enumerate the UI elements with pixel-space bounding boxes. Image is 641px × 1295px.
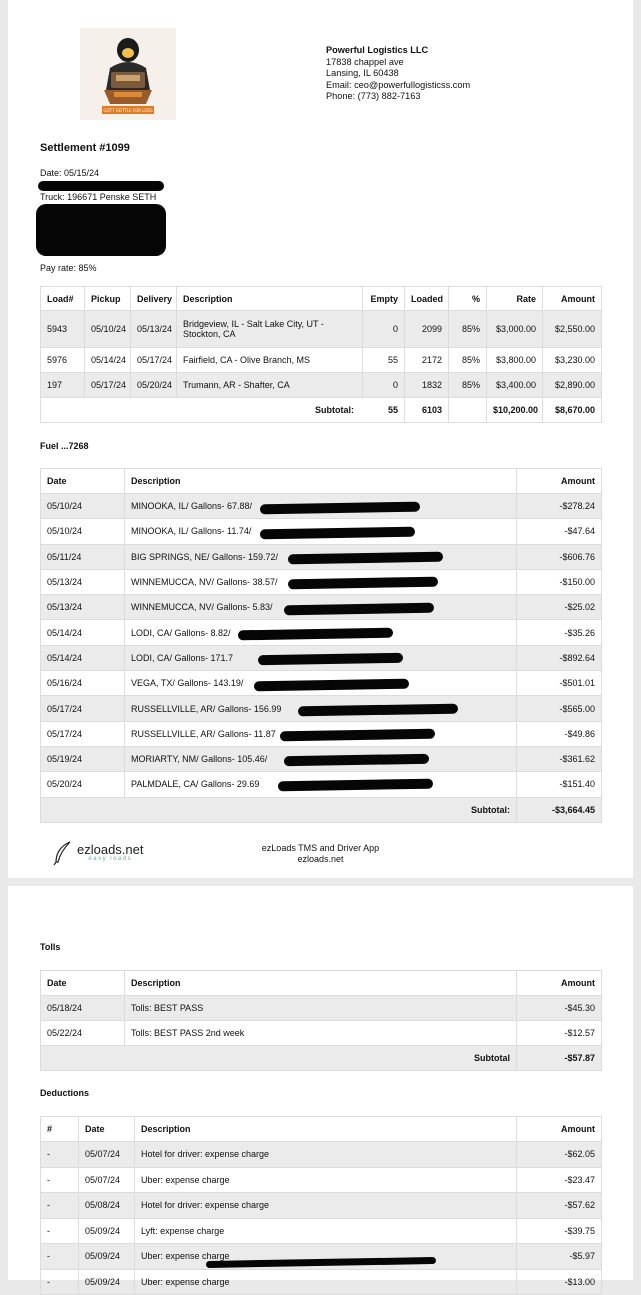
company-email: Email: ceo@powerfullogisticss.com	[326, 79, 471, 90]
deduction-amount: -$39.75	[517, 1218, 602, 1244]
col-amount: Amount	[543, 287, 602, 311]
table-row	[41, 1142, 602, 1168]
deduction-date: 05/07/24	[79, 1167, 135, 1193]
subtotal-loaded: 6103	[405, 398, 449, 423]
toll-date: 05/18/24	[41, 996, 125, 1021]
fuel-amount: -$150.00	[517, 569, 602, 594]
company-phone: Phone: (773) 882-7163	[326, 91, 421, 102]
deduction-number: -	[41, 1142, 79, 1168]
ezloads-brand: ezloads.net	[77, 842, 144, 857]
fuel-description: VEGA, TX/ Gallons- 143.19/	[125, 671, 517, 696]
col-pickup: Pickup	[85, 287, 131, 311]
amount: $2,550.00	[543, 311, 602, 348]
deduction-description: Hotel for driver: expense charge	[135, 1193, 517, 1219]
delivery-date: 05/17/24	[131, 348, 177, 373]
col-loaded: Loaded	[405, 287, 449, 311]
fuel-amount: -$25.02	[517, 595, 602, 620]
tolls-subtotal-row	[41, 1046, 602, 1071]
empty-miles: 0	[363, 373, 405, 398]
deduction-amount: -$13.00	[517, 1269, 602, 1295]
load-number: 5976	[41, 348, 85, 373]
fuel-description: BIG SPRINGS, NE/ Gallons- 159.72/	[125, 544, 517, 569]
table-row	[41, 996, 602, 1021]
col-load: Load#	[41, 287, 85, 311]
settlement-page-1	[8, 0, 633, 878]
fuel-amount: -$361.62	[517, 746, 602, 771]
rate: $3,400.00	[487, 373, 543, 398]
fuel-description: LODI, CA/ Gallons- 8.82/	[125, 620, 517, 645]
toll-amount: -$12.57	[517, 1021, 602, 1046]
fuel-section-title: Fuel ...7268	[40, 441, 89, 451]
table-row	[41, 373, 602, 398]
footer-text	[8, 843, 633, 865]
subtotal-amount: $8,670.00	[543, 398, 602, 423]
table-row	[41, 311, 602, 348]
tolls-table	[40, 970, 602, 1071]
deduction-number: -	[41, 1244, 79, 1270]
col-amount: Amount	[517, 469, 602, 494]
fuel-description: PALMDALE, CA/ Gallons- 29.69	[125, 772, 517, 797]
deduction-amount: -$57.62	[517, 1193, 602, 1219]
deduction-description: Lyft: expense charge	[135, 1218, 517, 1244]
col-description: Description	[177, 287, 363, 311]
fuel-date: 05/20/24	[41, 772, 125, 797]
truck-info: Truck: 196671 Penske SETH	[40, 192, 157, 202]
loads-header-row	[41, 287, 602, 311]
load-number: 5943	[41, 311, 85, 348]
deduction-date: 05/09/24	[79, 1269, 135, 1295]
fuel-description: MORIARTY, NM/ Gallons- 105.46/	[125, 746, 517, 771]
deduction-date: 05/09/24	[79, 1218, 135, 1244]
settlement-title: Settlement #1099	[40, 142, 130, 154]
subtotal-rate: $10,200.00	[487, 398, 543, 423]
col-percent: %	[449, 287, 487, 311]
amount: $3,230.00	[543, 348, 602, 373]
load-description: Fairfield, CA - Olive Branch, MS	[177, 348, 363, 373]
toll-amount: -$45.30	[517, 996, 602, 1021]
fuel-date: 05/13/24	[41, 595, 125, 620]
fuel-header-row	[41, 469, 602, 494]
col-rate: Rate	[487, 287, 543, 311]
load-number: 197	[41, 373, 85, 398]
col-description: Description	[135, 1117, 517, 1142]
redaction-block	[36, 204, 166, 256]
fuel-description: RUSSELLVILLE, AR/ Gallons- 156.99	[125, 696, 517, 721]
table-row	[41, 348, 602, 373]
empty-miles: 55	[363, 348, 405, 373]
col-number: #	[41, 1117, 79, 1142]
pay-rate: Pay rate: 85%	[40, 263, 97, 273]
deduction-description: Uber: expense charge	[135, 1244, 517, 1270]
tolls-header-row	[41, 971, 602, 996]
fuel-date: 05/14/24	[41, 645, 125, 670]
fuel-amount: -$278.24	[517, 494, 602, 519]
fuel-date: 05/10/24	[41, 519, 125, 544]
col-date: Date	[41, 971, 125, 996]
tolls-section-title: Tolls	[40, 942, 61, 952]
fuel-date: 05/17/24	[41, 721, 125, 746]
toll-description: Tolls: BEST PASS	[125, 996, 517, 1021]
col-amount: Amount	[517, 971, 602, 996]
fuel-date: 05/16/24	[41, 671, 125, 696]
subtotal-empty: 55	[363, 398, 405, 423]
fuel-amount: -$47.64	[517, 519, 602, 544]
fuel-date: 05/17/24	[41, 696, 125, 721]
fuel-amount: -$606.76	[517, 544, 602, 569]
tolls-subtotal-label: Subtotal	[41, 1046, 517, 1071]
col-date: Date	[79, 1117, 135, 1142]
fuel-amount: -$501.01	[517, 671, 602, 696]
deductions-header-row	[41, 1117, 602, 1142]
toll-date: 05/22/24	[41, 1021, 125, 1046]
deduction-date: 05/08/24	[79, 1193, 135, 1219]
fuel-description: RUSSELLVILLE, AR/ Gallons- 11.87	[125, 721, 517, 746]
amount: $2,890.00	[543, 373, 602, 398]
toll-description: Tolls: BEST PASS 2nd week	[125, 1021, 517, 1046]
delivery-date: 05/13/24	[131, 311, 177, 348]
deduction-amount: -$62.05	[517, 1142, 602, 1168]
deduction-date: 05/07/24	[79, 1142, 135, 1168]
settlement-page-2	[8, 886, 633, 1287]
percent: 85%	[449, 348, 487, 373]
company-logo	[80, 28, 176, 120]
deduction-amount: -$23.47	[517, 1167, 602, 1193]
table-row	[41, 1269, 602, 1295]
fuel-amount: -$49.86	[517, 721, 602, 746]
loaded-miles: 2099	[405, 311, 449, 348]
fuel-description: MINOOKA, IL/ Gallons- 67.88/	[125, 494, 517, 519]
company-info	[326, 45, 470, 103]
table-row	[41, 1021, 602, 1046]
col-date: Date	[41, 469, 125, 494]
fuel-table	[40, 468, 602, 823]
col-description: Description	[125, 469, 517, 494]
deduction-number: -	[41, 1218, 79, 1244]
fuel-amount: -$565.00	[517, 696, 602, 721]
deduction-description: Uber: expense charge	[135, 1167, 517, 1193]
pickup-date: 05/17/24	[85, 373, 131, 398]
pickup-date: 05/10/24	[85, 311, 131, 348]
fuel-date: 05/10/24	[41, 494, 125, 519]
footer-line1: ezLoads TMS and Driver App	[261, 843, 380, 853]
load-description: Trumann, AR - Shafter, CA	[177, 373, 363, 398]
deduction-amount: -$5.97	[517, 1244, 602, 1270]
fuel-subtotal-label: Subtotal:	[41, 797, 517, 822]
footer-line2: ezloads.net	[297, 854, 344, 864]
percent: 85%	[449, 311, 487, 348]
fuel-description: LODI, CA/ Gallons- 171.7	[125, 645, 517, 670]
fuel-amount: -$892.64	[517, 645, 602, 670]
rate: $3,000.00	[487, 311, 543, 348]
table-row	[41, 1218, 602, 1244]
col-empty: Empty	[363, 287, 405, 311]
col-description: Description	[125, 971, 517, 996]
pickup-date: 05/14/24	[85, 348, 131, 373]
fuel-amount: -$35.26	[517, 620, 602, 645]
table-row	[41, 1167, 602, 1193]
settlement-date: Date: 05/15/24	[40, 168, 100, 178]
fuel-description: MINOOKA, IL/ Gallons- 11.74/	[125, 519, 517, 544]
deduction-number: -	[41, 1167, 79, 1193]
deduction-number: -	[41, 1269, 79, 1295]
deduction-description: Uber: expense charge	[135, 1269, 517, 1295]
fuel-amount: -$151.40	[517, 772, 602, 797]
ezloads-tagline: easy loads	[88, 856, 133, 862]
delivery-date: 05/20/24	[131, 373, 177, 398]
company-name: Powerful Logistics LLC	[326, 45, 429, 55]
deductions-section-title: Deductions	[40, 1088, 90, 1098]
col-amount: Amount	[517, 1117, 602, 1142]
fuel-date: 05/19/24	[41, 746, 125, 771]
loads-subtotal-label: Subtotal:	[315, 405, 354, 415]
deductions-table	[40, 1116, 602, 1295]
redaction-mark	[38, 181, 164, 191]
deduction-date: 05/09/24	[79, 1244, 135, 1270]
empty-miles: 0	[363, 311, 405, 348]
deduction-description: Hotel for driver: expense charge	[135, 1142, 517, 1168]
company-address-line1: 17838 chappel ave	[326, 56, 404, 67]
percent: 85%	[449, 373, 487, 398]
loaded-miles: 2172	[405, 348, 449, 373]
fuel-date: 05/14/24	[41, 620, 125, 645]
logo-caption: GOTT GOTTLE FOR LOSS	[103, 108, 153, 113]
rate: $3,800.00	[487, 348, 543, 373]
company-address-line2: Lansing, IL 60438	[326, 68, 399, 79]
load-description: Bridgeview, IL - Salt Lake City, UT - Stockton, CA	[177, 311, 363, 348]
col-delivery: Delivery	[131, 287, 177, 311]
fuel-description: WINNEMUCCA, NV/ Gallons- 5.83/	[125, 595, 517, 620]
table-row	[41, 1193, 602, 1219]
fuel-subtotal-row	[41, 797, 602, 822]
loaded-miles: 1832	[405, 373, 449, 398]
fuel-date: 05/11/24	[41, 544, 125, 569]
tolls-subtotal-amount: -$57.87	[517, 1046, 602, 1071]
deduction-number: -	[41, 1193, 79, 1219]
fuel-date: 05/13/24	[41, 569, 125, 594]
fuel-subtotal-amount: -$3,664.45	[517, 797, 602, 822]
fuel-description: WINNEMUCCA, NV/ Gallons- 38.57/	[125, 569, 517, 594]
